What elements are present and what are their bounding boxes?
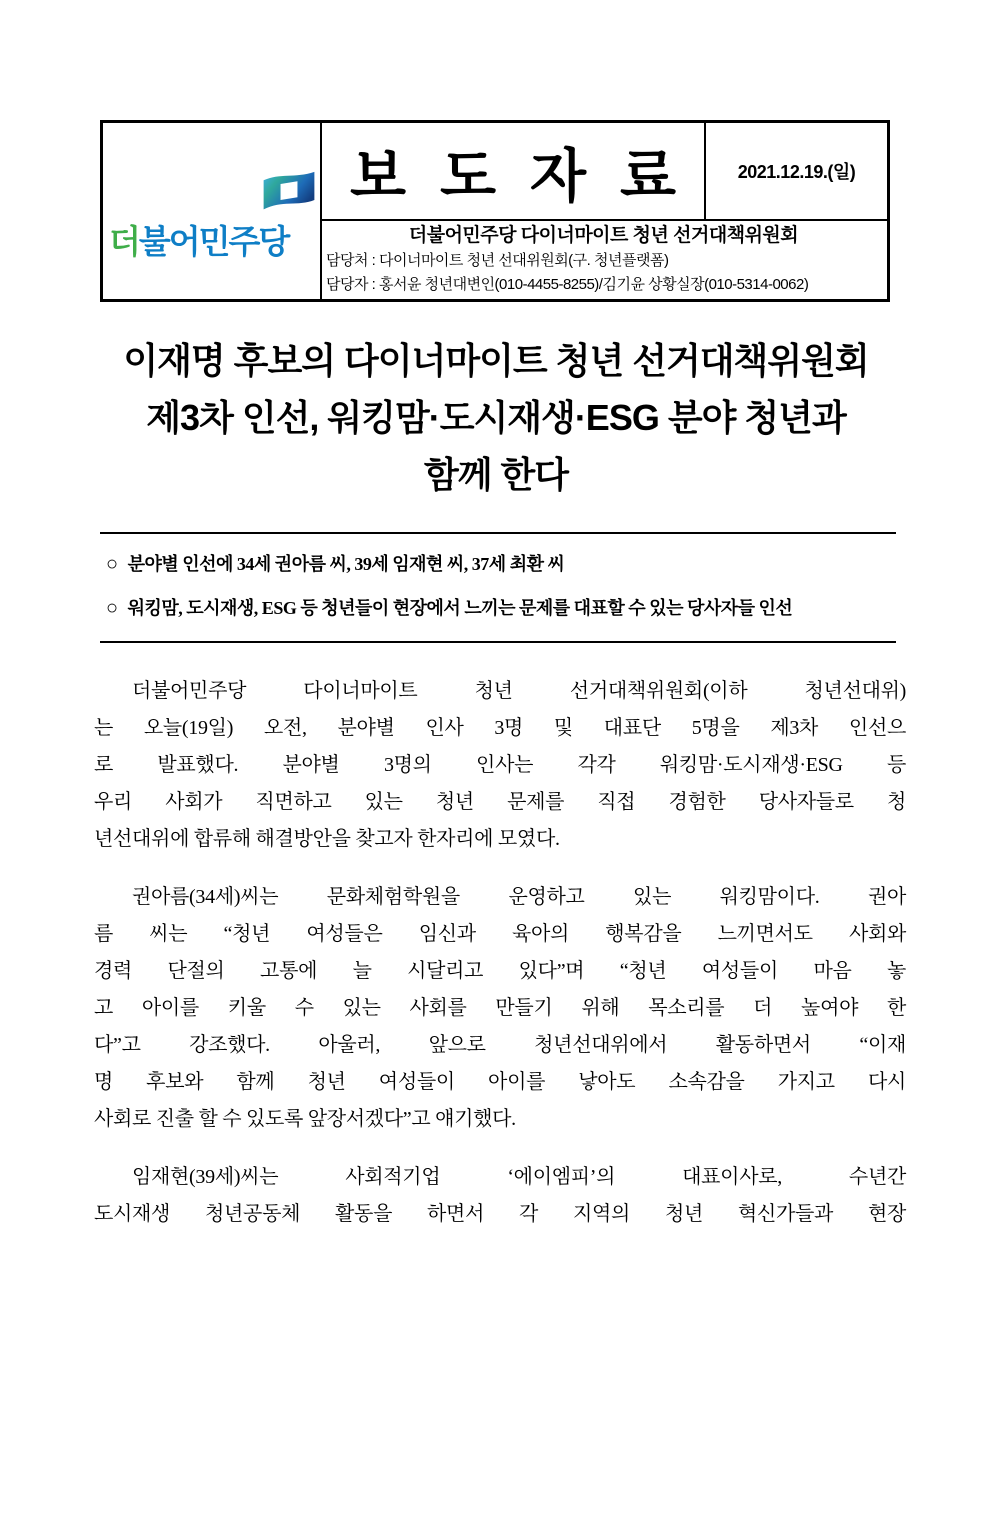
contact-line: 담당자 : 홍서윤 청년대변인(010-4455-8255)/김기윤 상황실장(010-5314-0062) xyxy=(326,276,809,293)
paragraph xyxy=(94,1159,906,1233)
press-release-page xyxy=(0,120,992,1523)
body-line: 도시재생 청년공동체 활동을 하면서 각 지역의 청년 혁신가들과 현장 xyxy=(94,1203,906,1225)
press-header-table xyxy=(100,120,890,302)
headline-line: 함께 한다 xyxy=(423,454,569,495)
body-line: 더불어민주당 다이너마이트 청년 선거대책위원회(이하 청년선대위) xyxy=(132,680,906,702)
circle-bullet-icon: ○ xyxy=(106,553,118,575)
body-line: 경력 단절의 고통에 늘 시달리고 있다”며 “청년 여성들이 마음 놓 xyxy=(94,960,906,982)
paragraph xyxy=(94,879,906,1138)
logo-text-blue: 불어민주당 xyxy=(138,223,289,260)
body-line: 로 발표했다. 분야별 3명의 인사는 각각 워킹맘·도시재생·ESG 등 xyxy=(94,754,906,776)
body-line: 권아름(34세)씨는 문화체험학원을 운영하고 있는 워킹맘이다. 권아 xyxy=(132,886,906,908)
body-line: 름 씨는 “청년 여성들은 임신과 육아의 행복감을 느끼면서도 사회와 xyxy=(94,923,906,945)
summary-bullet-text: 분야별 인선에 34세 권아름 씨, 39세 임재현 씨, 37세 최환 씨 xyxy=(127,554,565,574)
circle-bullet-icon: ○ xyxy=(106,597,118,619)
summary-box xyxy=(100,532,896,643)
party-flag-icon xyxy=(260,169,318,216)
contact-info-cell xyxy=(322,221,887,299)
logo-text-green: 더 xyxy=(109,223,139,260)
headline-line: 제3차 인선, 워킹맘·도시재생·ESG 분야 청년과 xyxy=(146,397,846,438)
release-date: 2021.12.19.(일) xyxy=(704,123,887,221)
dept-line: 담당처 : 다이너마이트 청년 선대위원회(구. 청년플랫폼) xyxy=(326,252,669,269)
headline xyxy=(40,332,952,503)
body-line: 사회로 진출 할 수 있도록 앞장서겠다”고 얘기했다. xyxy=(94,1108,516,1130)
body-line: 우리 사회가 직면하고 있는 청년 문제를 직접 경험한 당사자들로 청 xyxy=(94,791,906,813)
body-line: 년선대위에 합류해 해결방안을 찾고자 한자리에 모였다. xyxy=(94,828,560,850)
body-line: 는 오늘(19일) 오전, 분야별 인사 3명 및 대표단 5명을 제3차 인선으 xyxy=(94,717,906,739)
party-logo xyxy=(109,216,288,263)
logo-cell xyxy=(103,123,322,299)
committee-name: 더불어민주당 다이너마이트 청년 선거대책위원회 xyxy=(408,225,799,246)
summary-bullet xyxy=(106,595,894,621)
body-line: 명 후보와 함께 청년 여성들이 아이를 낳아도 소속감을 가지고 다시 xyxy=(94,1071,906,1093)
body-line: 고 아이를 키울 수 있는 사회를 만들기 위해 목소리를 더 높여야 한 xyxy=(94,997,906,1019)
article-body xyxy=(94,673,906,1233)
headline-line: 이재명 후보의 다이너마이트 청년 선거대책위원회 xyxy=(123,340,869,381)
summary-bullet-text: 워킹맘, 도시재생, ESG 등 청년들이 현장에서 느끼는 문제를 대표할 수 있는 당사자들 인선 xyxy=(127,598,793,618)
summary-bullet xyxy=(106,551,894,577)
body-line: 다”고 강조했다. 아울러, 앞으로 청년선대위에서 활동하면서 “이재 xyxy=(94,1034,906,1056)
body-line: 임재현(39세)씨는 사회적기업 ‘에이엠피’의 대표이사로, 수년간 xyxy=(132,1166,906,1188)
paragraph xyxy=(94,673,906,858)
doc-type-title: 보도자료 xyxy=(322,123,704,221)
